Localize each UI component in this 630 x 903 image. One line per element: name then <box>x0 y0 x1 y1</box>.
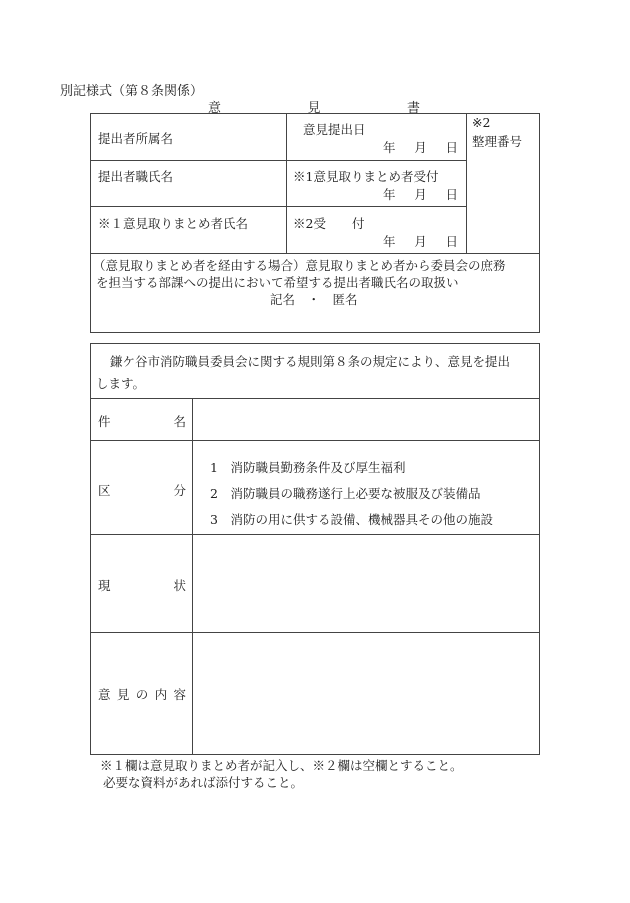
category-label <box>98 481 186 499</box>
category-option-2[interactable]: 2 消防職員の職務遂行上必要な被服及び装備品 <box>210 486 481 501</box>
subject-char-2: 名 <box>173 414 186 429</box>
submitter-name-label: 提出者職氏名 <box>98 169 174 184</box>
content-char-1: 意 <box>98 687 111 702</box>
note2-mark: ※2 <box>472 115 491 130</box>
year-label: 年 <box>383 234 396 249</box>
subject-char-1: 件 <box>98 414 111 429</box>
category-option-1[interactable]: 1 消防職員勤務条件及び厚生福利 <box>210 460 406 475</box>
note2-received-suffix: 付 <box>351 216 365 231</box>
content-char-2: 見 <box>116 687 130 702</box>
content-label <box>98 685 186 703</box>
lower-col-divider <box>192 398 193 755</box>
statement-line-2: します。 <box>96 376 146 391</box>
name-options: 記名 ・ 匿名 <box>270 292 358 307</box>
month-label: 月 <box>414 140 427 155</box>
day-label: 日 <box>445 234 458 249</box>
content-char-4: 内 <box>154 687 168 702</box>
note2-received-prefix: ※2受 <box>293 216 326 231</box>
footer-note-1: ※１欄は意見取りまとめ者が記入し、※２欄は空欄とすること。 <box>100 758 463 773</box>
submitter-affiliation-label: 提出者所属名 <box>98 131 174 146</box>
subject-label <box>98 412 186 430</box>
coordinator-received-label: ※1意見取りまとめ者受付 <box>293 169 439 184</box>
category-char-2: 分 <box>173 483 186 498</box>
lower-row-divider-2 <box>90 440 540 441</box>
content-char-5: 容 <box>173 687 186 702</box>
note2-received-label <box>293 214 364 232</box>
upper-col-divider-2 <box>466 113 467 253</box>
day-label: 日 <box>445 187 458 202</box>
status-label <box>98 576 186 594</box>
subject-field[interactable] <box>196 402 536 436</box>
upper-row-divider-2 <box>90 206 466 207</box>
statement-line-1: 鎌ケ谷市消防職員委員会に関する規則第８条の規定により、意見を提出 <box>110 354 511 369</box>
coordinator-received-date <box>383 185 458 203</box>
year-label: 年 <box>383 140 396 155</box>
category-char-1: 区 <box>98 483 111 498</box>
form-label: 別記様式（第８条関係） <box>60 84 204 99</box>
lower-row-divider-4 <box>90 632 540 633</box>
day-label: 日 <box>445 140 458 155</box>
lower-row-divider-3 <box>90 534 540 535</box>
routing-text-line-2: を担当する部課への提出において希望する提出者職氏名の取扱い <box>96 275 459 290</box>
status-char-1: 現 <box>98 578 111 593</box>
content-field[interactable] <box>196 636 536 751</box>
lower-row-divider-1 <box>90 398 540 399</box>
title-char-3: 書 <box>406 101 420 116</box>
title-char-2: 見 <box>307 101 321 116</box>
upper-col-divider-1 <box>286 113 287 253</box>
coordinator-name-label: ※１意見取りまとめ者氏名 <box>98 216 249 231</box>
routing-text-line-1: （意見取りまとめ者を経由する場合）意見取りまとめ者から委員会の庶務 <box>93 258 506 273</box>
title-char-1: 意 <box>208 101 222 116</box>
content-char-3: の <box>135 687 149 702</box>
submission-date-field <box>383 138 458 156</box>
submission-date-label: 意見提出日 <box>303 122 366 137</box>
ref-number-label: 整理番号 <box>472 134 523 149</box>
year-label: 年 <box>383 187 396 202</box>
status-field[interactable] <box>196 538 536 628</box>
upper-row-divider-3 <box>90 253 540 254</box>
month-label: 月 <box>414 234 427 249</box>
footer-note-2: 必要な資料があれば添付すること。 <box>103 775 304 790</box>
category-option-3[interactable]: 3 消防の用に供する設備、機械器具その他の施設 <box>210 512 493 527</box>
note2-received-date <box>383 232 458 250</box>
upper-row-divider-1 <box>90 160 466 161</box>
month-label: 月 <box>414 187 427 202</box>
status-char-2: 状 <box>173 578 186 593</box>
